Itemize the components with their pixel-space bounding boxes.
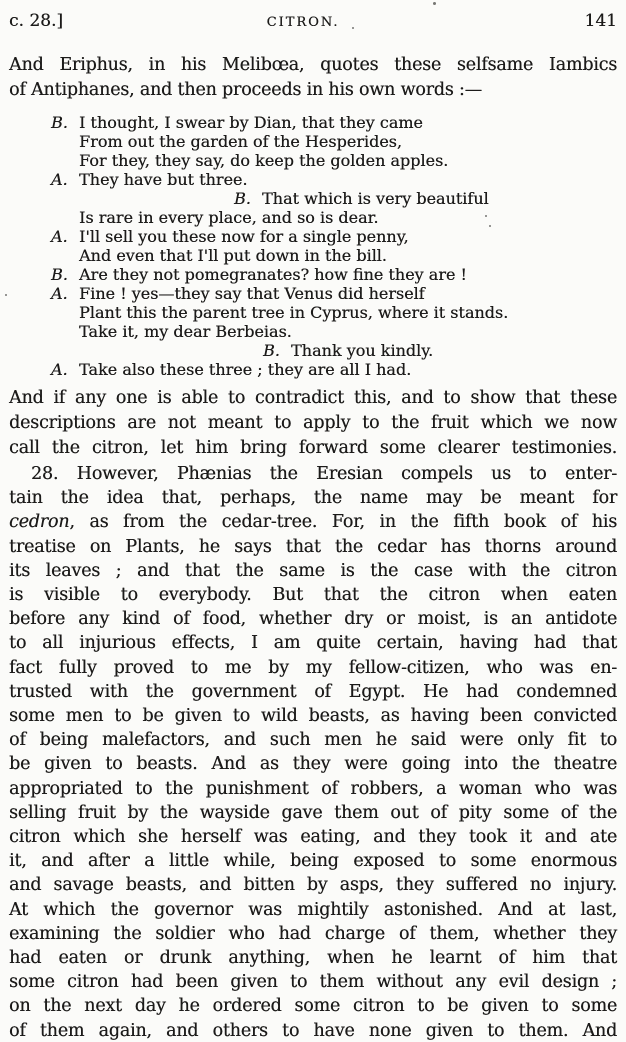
verse-line: Plant this the parent tree in Cyprus, where it stands. [79,303,509,322]
text-line: before any kind of food, whether dry or moist, is an antidote [9,609,617,630]
text-line: appropriated to the punishment of robbers, a woman who was [9,778,617,799]
chapter-marker: c. 28.] [9,11,63,31]
verse-line: A. They have but three. [51,170,248,189]
verse-line: B. Thank you kindly. [263,341,434,360]
paragraph [9,386,617,461]
speaker-label: B. [234,189,251,208]
text-line: of Antiphanes, and then proceeds in his own words :— [9,80,482,100]
verse-line: B. Are they not pomegranates? how fine they are ! [51,265,467,284]
page-title: CITRON. [266,15,340,30]
text-line: descriptions are not meant to apply to the fruit which we now [9,413,617,433]
verse-line: From out the garden of the Hesperides, [79,132,402,151]
ink-speck [433,2,436,5]
text-line: citron which she herself was eating, and they took it and ate [9,827,617,848]
text-line: be given to beasts. And as they were going into the theatre [9,754,617,775]
text-line: At which the governor was mightily astonished. And at last, [9,899,617,920]
speaker-label: A. [51,284,68,303]
verse-line: B. That which is very beautiful [234,189,489,208]
verse-line: And even that I'll put down in the bill. [79,246,387,265]
text-line: on the next day he ordered some citron to be given to some [9,996,617,1017]
speaker-label: B. [51,113,68,132]
verse-line: B. I thought, I swear by Dian, that they came [51,113,423,132]
text-line: tain the idea that, perhaps, the name may be meant for [9,488,617,509]
text-line: examining the soldier who had charge of them, whether they [9,923,617,944]
text-line: call the citron, let him bring forward some clearer testimonies. [9,438,617,458]
speaker-label: B. [263,341,280,360]
page-number: 141 [584,11,617,31]
text-line: some men to be given to wild beasts, as having been convicted [9,706,617,727]
verse-block [9,113,617,379]
text-line: had eaten or drunk anything, when he learnt of him that [9,948,617,969]
ink-speck [489,225,491,227]
text-line: And Eriphus, in his Melibœa, quotes these selfsame Iambics [9,55,617,75]
verse-line: A. Take also these three ; they are all I had. [51,360,412,379]
text-line: cedron, as from the cedar-tree. For, in the fifth book of his [9,512,617,533]
text-line: it, and after a little while, being exposed to some enormous [9,851,617,872]
paragraph [9,53,617,103]
running-head [9,10,617,34]
text-line: And if any one is able to contradict this, and to show that these [9,388,617,408]
text-line: treatise on Plants, he says that the cedar has thorns around [9,536,617,557]
speaker-label: A. [51,227,68,246]
verse-line: Is rare in every place, and so is dear. [79,208,379,227]
text-line: trusted with the government of Egypt. He had condemned [9,681,617,702]
paragraph [9,462,617,1042]
ink-speck [485,215,487,217]
speaker-label: B. [51,265,68,284]
verse-line: A. Fine ! yes—they say that Venus did herself [51,284,425,303]
ink-speck [352,27,354,29]
verse-line: A. I'll sell you these now for a single penny, [51,227,409,246]
text-line: is visible to everybody. But that the citron when eaten [9,585,617,606]
verse-line: Take it, my dear Berbeias. [79,322,292,341]
italic-word: cedron [9,512,70,533]
text-line: of them again, and others to have none given to them. And [9,1020,617,1041]
text-line: of being malefactors, and such men he said were only fit to [9,730,617,751]
text-line: and savage beasts, and bitten by asps, they suffered no injury. [9,875,617,896]
text-line: 28. However, Phænias the Eresian compels us to enter- [31,464,617,484]
text-line: some citron had been given to them without any evil design ; [9,972,617,993]
text-line: fact fully proved to me by my fellow-citizen, who was en- [9,657,617,678]
text-block [9,53,617,1042]
ink-speck [5,294,7,296]
text-line: selling fruit by the wayside gave them out of pity some of the [9,802,617,823]
speaker-label: A. [51,360,68,379]
speaker-label: A. [51,170,68,189]
text-line: to all injurious effects, I am quite certain, having had that [9,633,617,654]
text-line: its leaves ; and that the same is the case with the citron [9,560,617,581]
verse-line: For they, they say, do keep the golden apples. [79,151,449,170]
